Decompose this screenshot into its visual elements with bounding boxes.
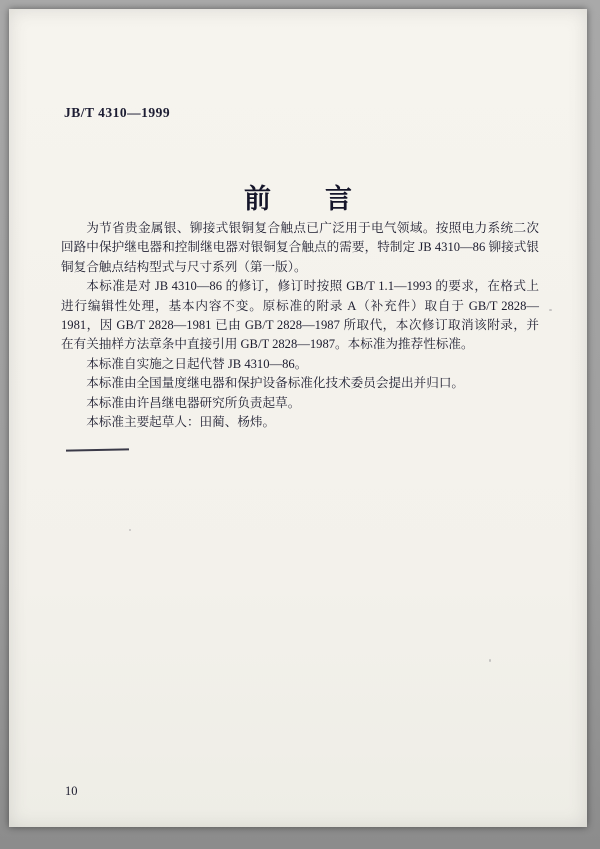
scan-speck: [129, 529, 131, 531]
foreword-body: [61, 219, 539, 432]
foreword-paragraph-3: 本标准自实施之日起代替 JB 4310—86。: [86, 356, 308, 371]
scanned-document-page: [9, 9, 587, 827]
scan-speck: [549, 309, 552, 311]
page-title: 前 言: [244, 184, 352, 214]
foreword-paragraph-1: 为节省贵金属银、铆接式银铜复合触点已广泛用于电气领域。按照电力系统二次回路中保护继电器和控制继电器对银铜复合触点的需要，特制定 JB 4310—86 铆接式银铜复合触点结构型式与尺寸系列（第一版）。: [61, 221, 539, 274]
foreword-paragraph-2: 本标准是对 JB 4310—86 的修订，修订时按照 GB/T 1.1—1993 的要求，在格式上进行编辑性处理，基本内容不变。原标准的附录 A（补充件）取自于 GB/T 2828—1981，因 GB/T 2828—1981 已由 GB/T 2828—1987 所取代，本次修订取消该附录，并在有关抽样方法章条中直接引用 GB/T 2828—1987。本标准为推荐性标准。: [61, 279, 539, 352]
standard-number: JB/T 4310—1999: [64, 105, 171, 120]
divider-line: [66, 448, 129, 451]
page-number: 10: [65, 784, 78, 798]
foreword-paragraph-5: 本标准由许昌继电器研究所负责起草。: [86, 395, 301, 410]
foreword-paragraph-6: 本标准主要起草人：田蔺、杨炜。: [86, 415, 276, 430]
foreword-paragraph-4: 本标准由全国量度继电器和保护设备标准化技术委员会提出并归口。: [86, 376, 464, 391]
scan-speck: [489, 659, 491, 662]
